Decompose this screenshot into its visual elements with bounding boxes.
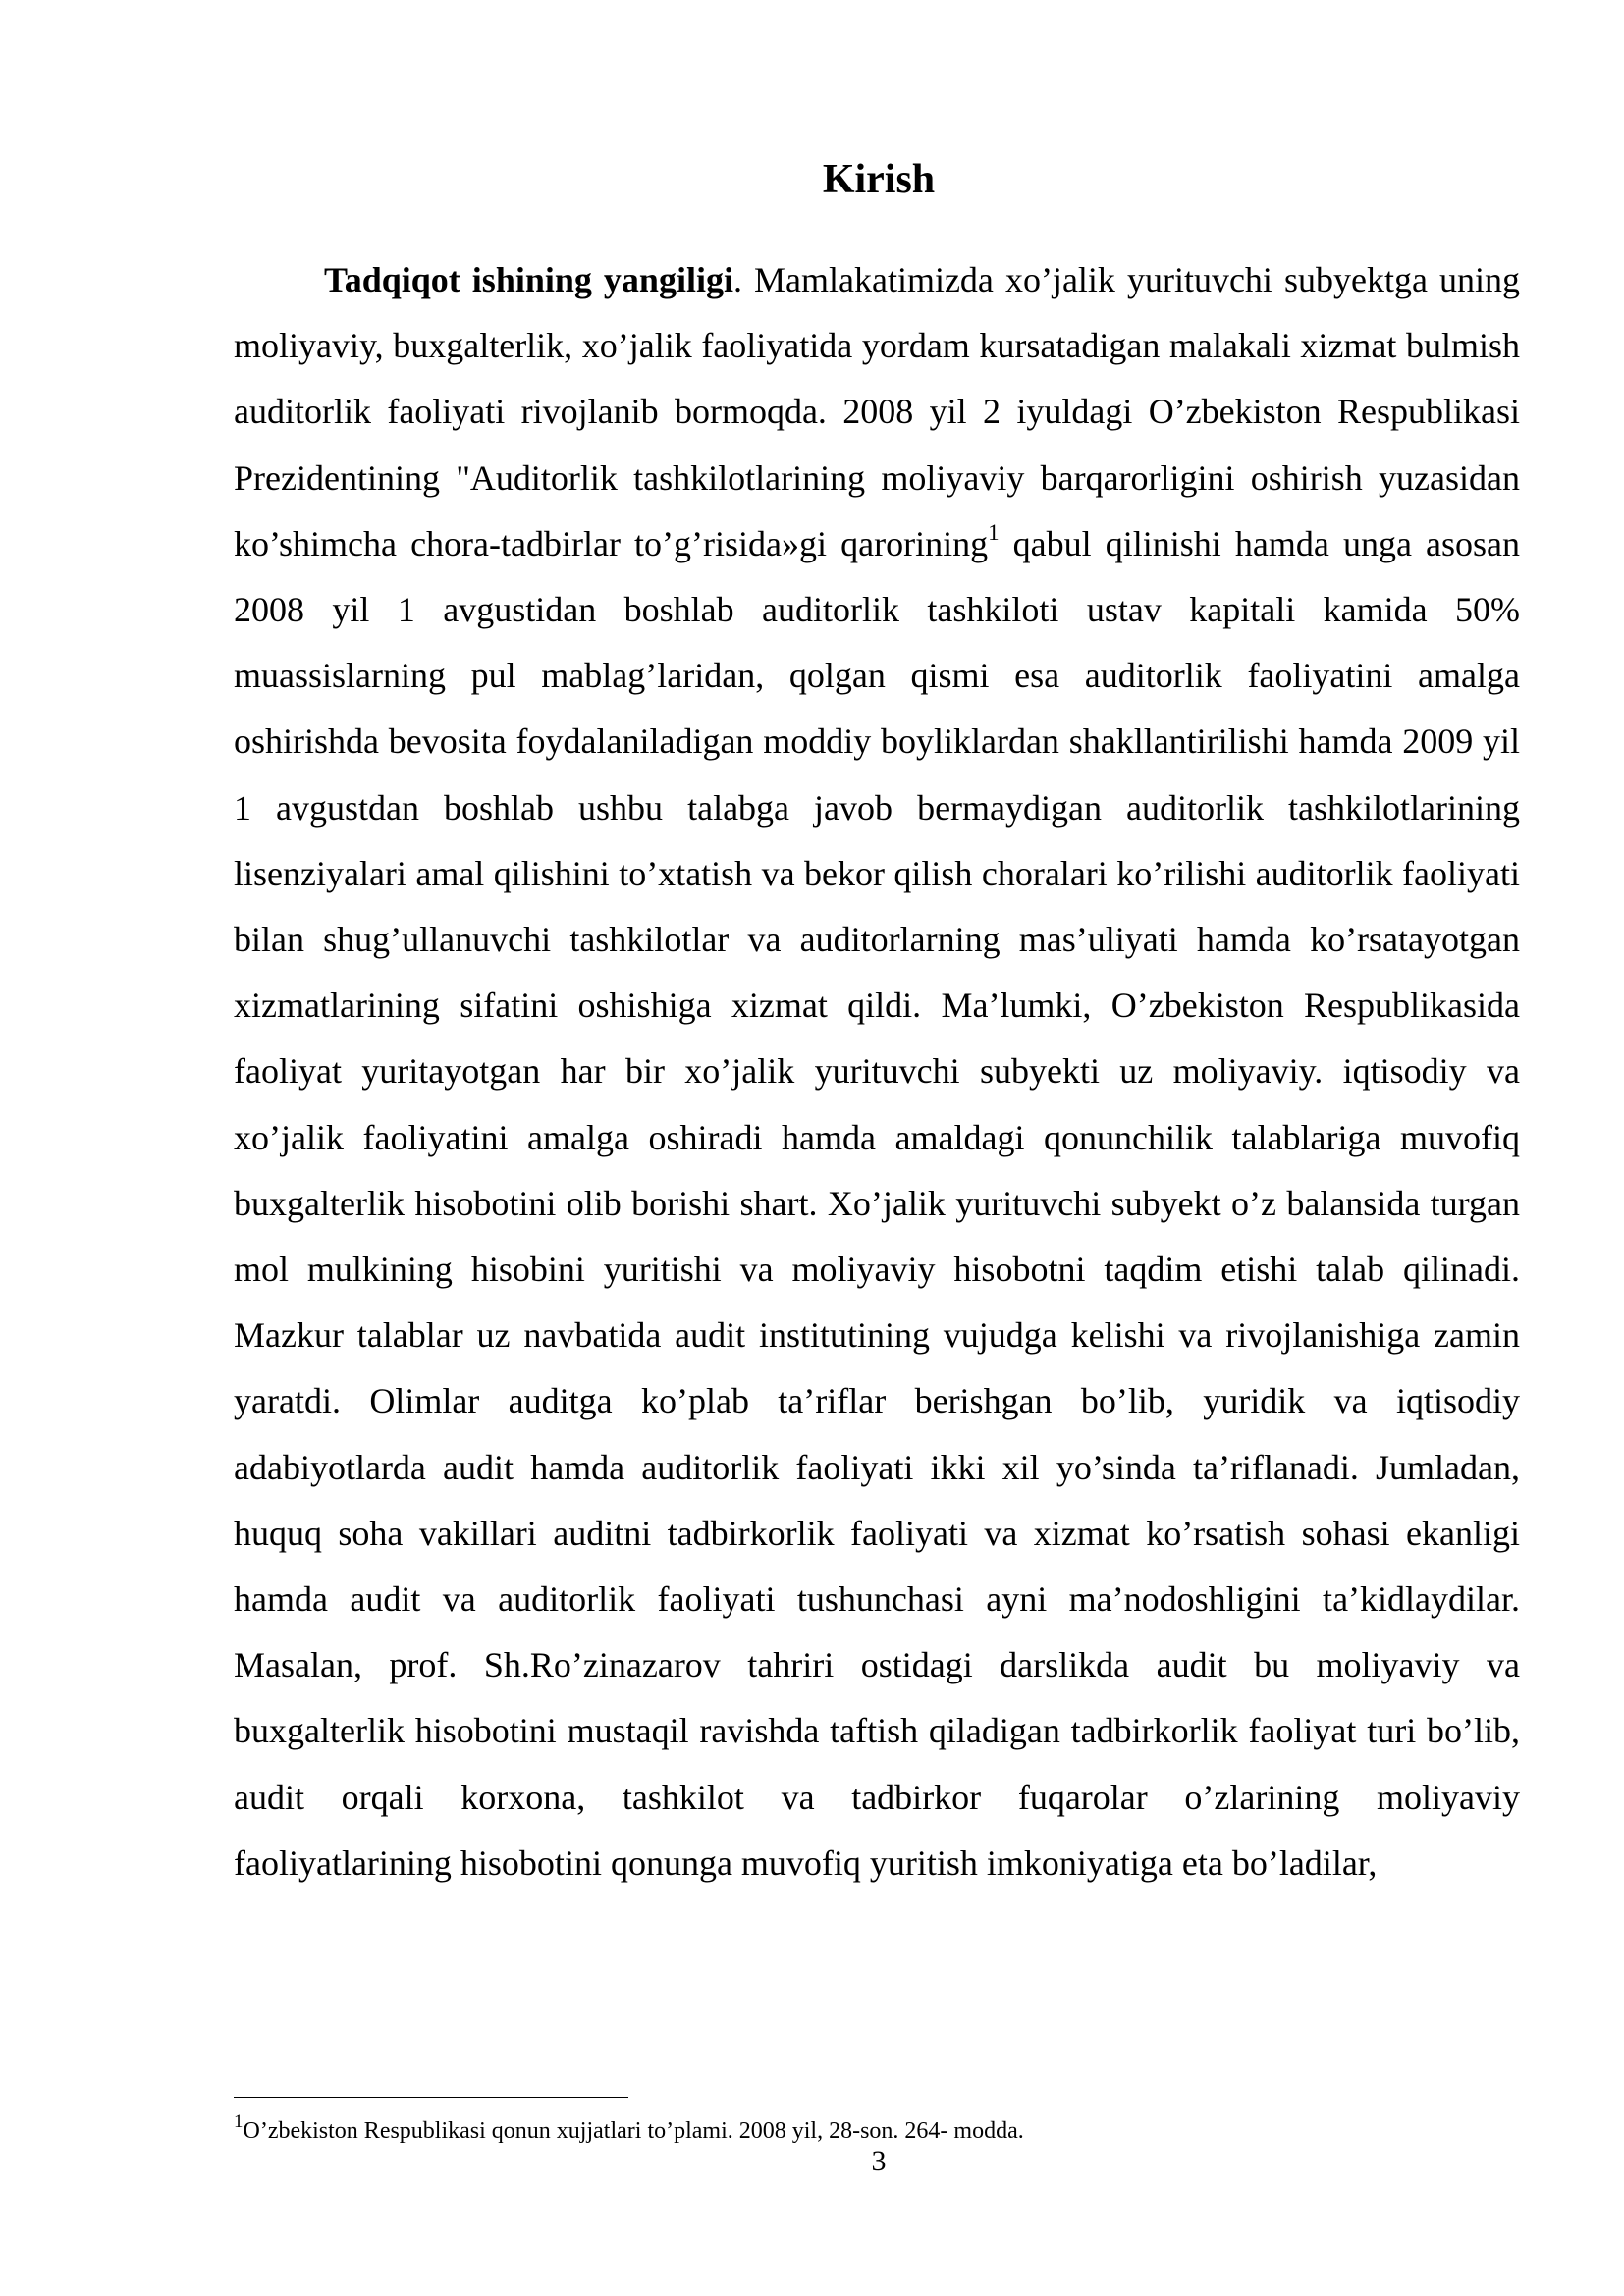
page-number: 3 — [871, 2145, 887, 2177]
footnote-separator — [234, 2097, 628, 2098]
page-title: Kirish — [822, 157, 936, 202]
paragraph-text-part-2: qabul qilinishi hamda unga asosan 2008 yil 1 avgustidan boshlab auditorlik tashkiloti ustav kapitali kamida 50% muassislarning pul mablag’laridan, qolgan qismi esa auditorlik faoliyatini amalga oshirishda bevosita foydalaniladigan moddiy boyliklardan shakllantirilishi hamda 2009 yil 1 avgustdan boshlab ushbu talabga javob bermaydigan auditorlik tashkilotlarining lisenziyalari amal qilishini to’xtatish va bekor qilish choralari ko’rilishi auditorlik faoliyati bilan shug’ullanuvchi tashkilotlar va auditorlarning mas’uliyati hamda ko’rsatayotgan xizmatlarining sifatini oshishiga xizmat qildi. Ma’lumki, O’zbekiston Respublikasida faoliyat yuritayotgan har bir xo’jalik yurituvchi subyekti uz moliyaviy. iqtisodiy va xo’jalik faoliyatini amalga oshiradi hamda amaldagi qonunchilik talablariga muvofiq buxgalterlik hisobotini olib borishi shart. Xo’jalik yurituvchi subyekt o’z balansida turgan mol mulkining hisobini yuritishi va moliyaviy hisobotni taqdim etishi talab qilinadi. Mazkur talablar uz navbatida audit institutining vujudga kelishi va rivojlanishiga zamin yaratdi. Olimlar auditga ko’plab ta’riflar berishgan bo’lib, yuridik va iqtisodiy adabiyotlarda audit hamda auditorlik faoliyati ikki xil yo’sinda ta’riflanadi. Jumladan, huquq soha vakillari auditni tadbirkorlik faoliyati va xizmat ko’rsatish sohasi ekanligi hamda audit va auditorlik faoliyati tushunchasi ayni ma’nodoshligini ta’kidlaydilar. Masalan, prof. Sh.Ro’zinazarov tahriri ostidagi darslikda audit bu moliyaviy va buxgalterlik hisobotini mustaqil ravishda taftish qiladigan tadbirkorlik faoliyat turi bo’lib, audit orqali korxona, tashkilot va tadbirkor fuqarolar o’zlarining moliyaviy faoliyatlarining hisobotini qonunga muvofiq yuritish imkoniyatiga eta bo’ladilar, — [234, 523, 1520, 1883]
body-paragraph — [234, 247, 1520, 1896]
footnote-text: O’zbekiston Respublikasi qonun xujjatlari to’plami. 2008 yil, 28-son. 264- modda. — [243, 2118, 1024, 2144]
footnote-marker: 1 — [234, 2111, 244, 2132]
footnote-reference[interactable]: 1 — [988, 519, 1000, 545]
paragraph-lead-heading: Tadqiqot ishining yangiligi — [324, 260, 733, 299]
paragraph-text-part-1: . Mamlakatimizda xo’jalik yurituvchi subyektga uning moliyaviy, buxgalterlik, xo’jalik faoliyatida yordam kursatadigan malakali xizmat bulmish auditorlik faoliyati rivojlanib bormoqda. 2008 yil 2 iyuldagi O’zbekiston Respublikasi Prezidentining "Auditorlik tashkilotlarining moliyaviy barqarorligini oshirish yuzasidan ko’shimcha chora-tadbirlar to’g’risida»gi qarorining — [234, 260, 1520, 563]
